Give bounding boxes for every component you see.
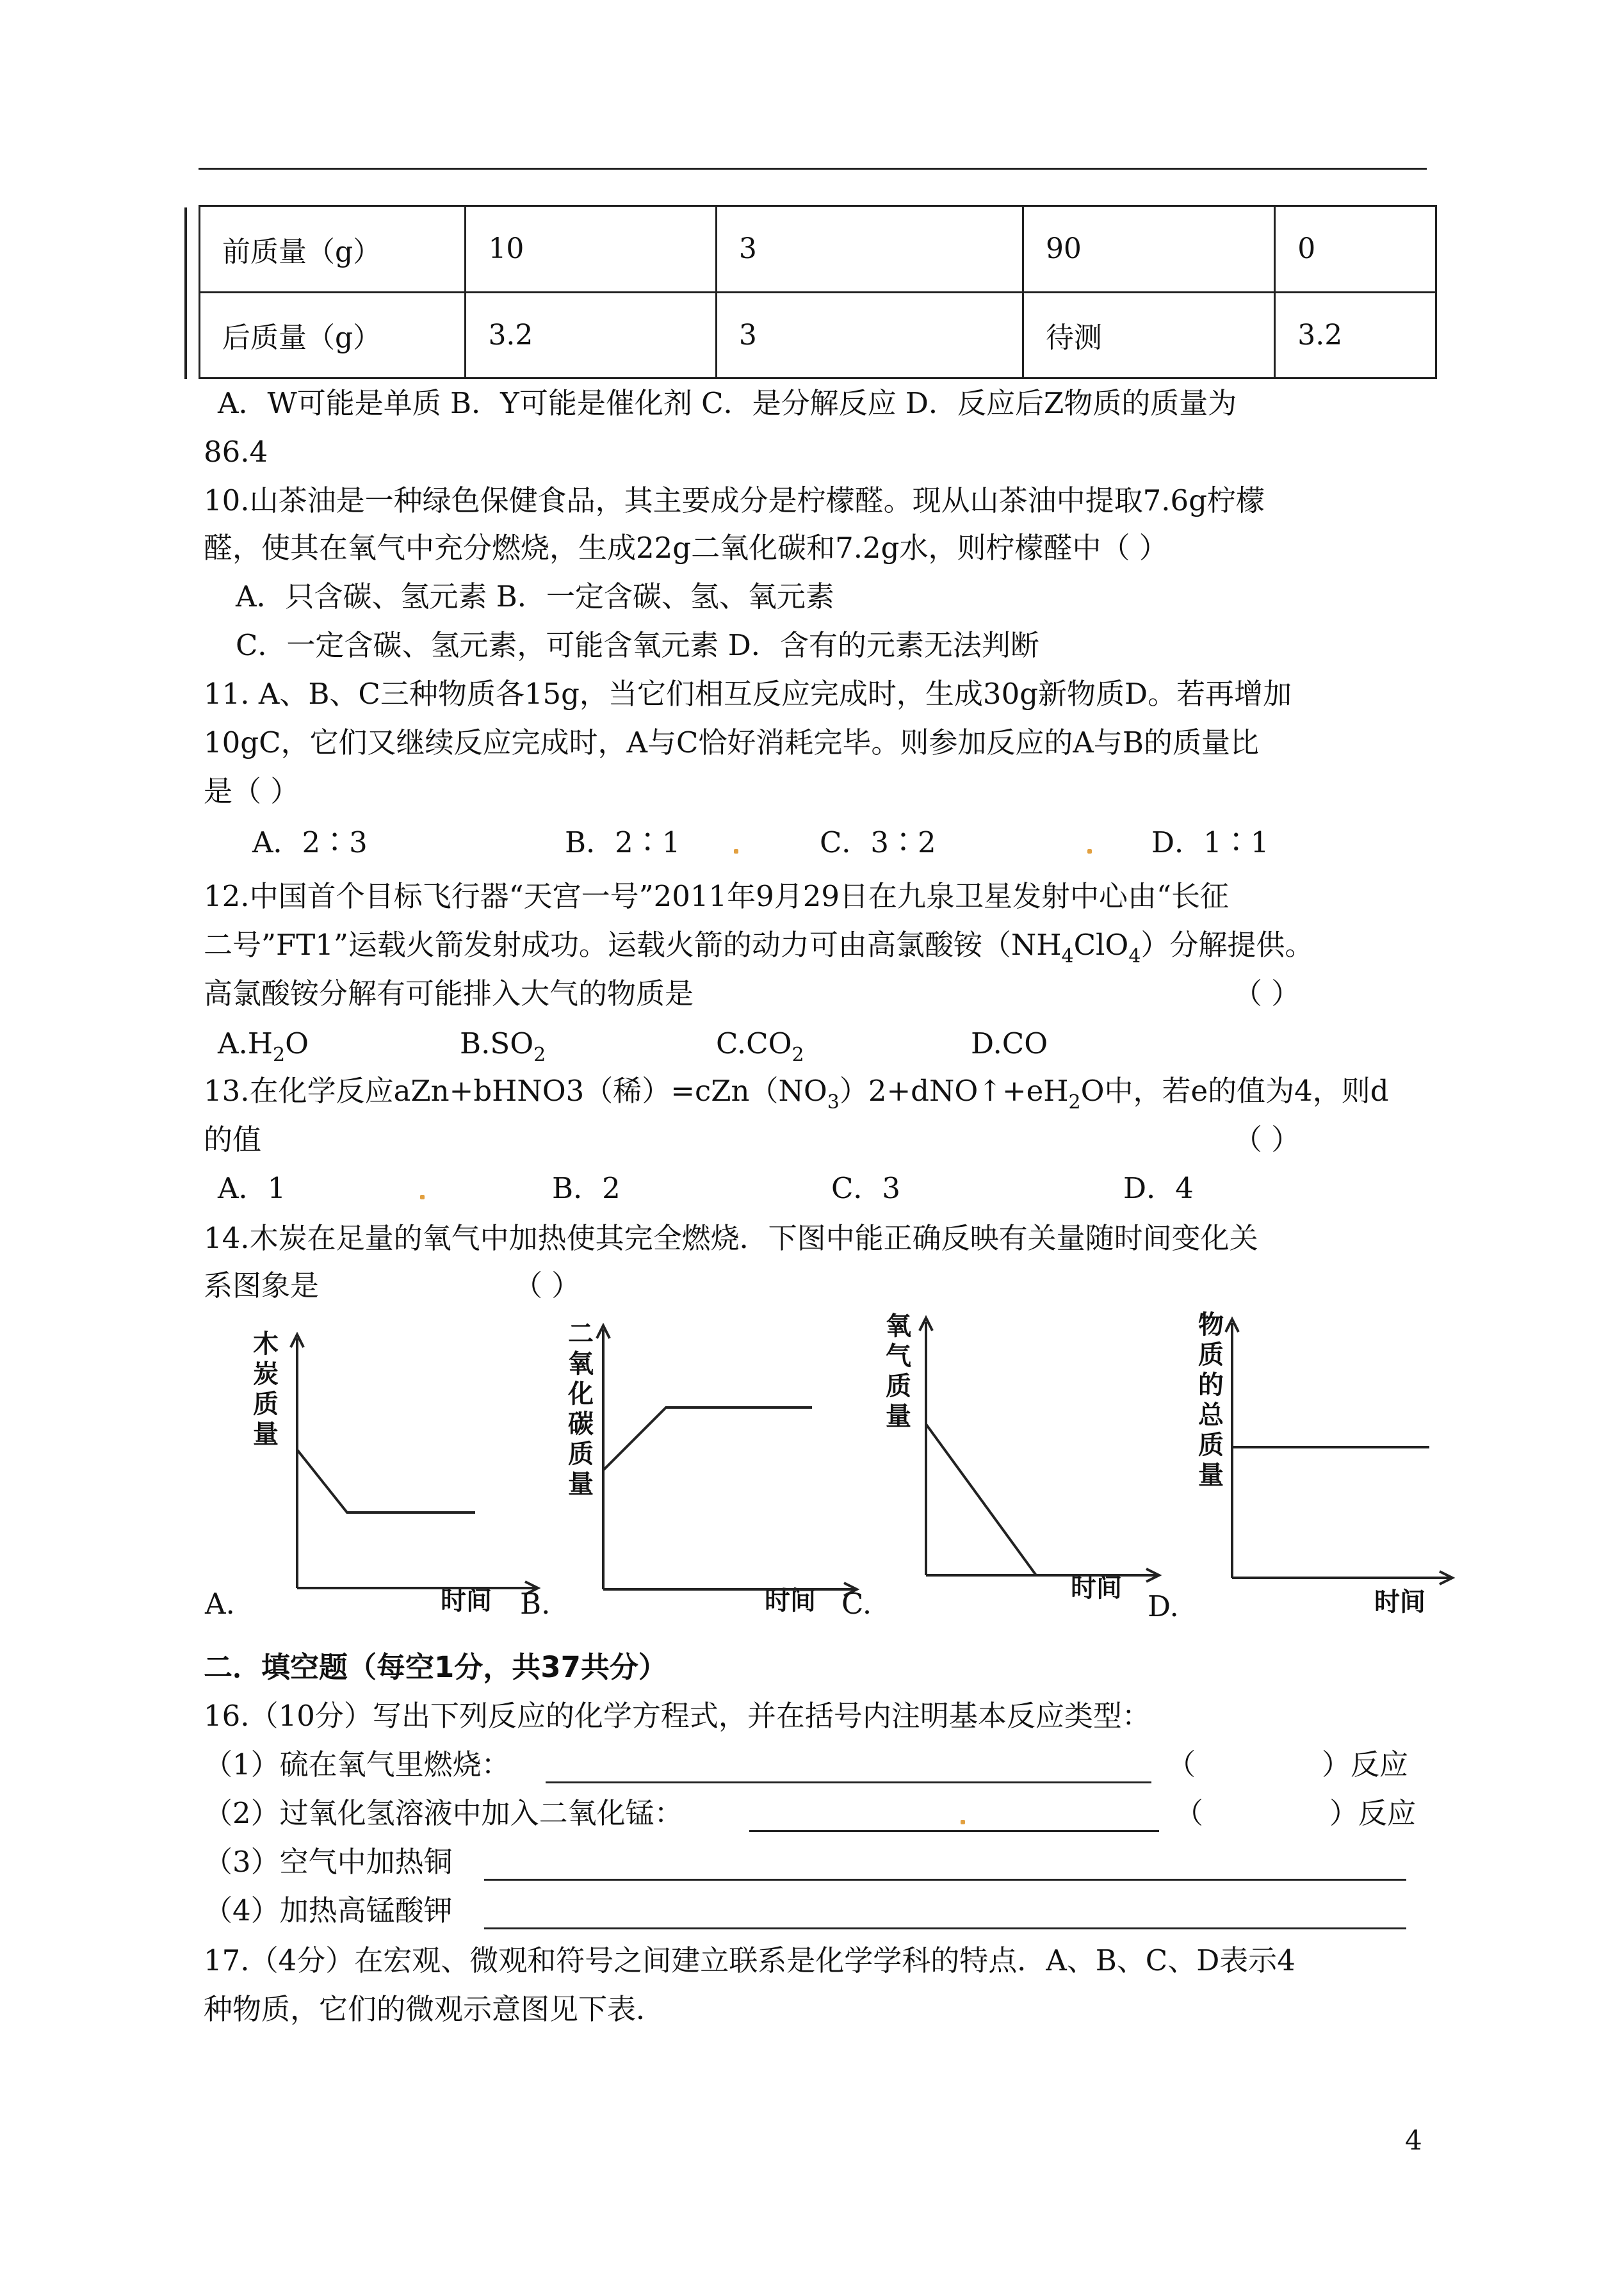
q11-option: D．1∶1 [1151,825,1269,859]
subscript: 3 [827,1091,840,1114]
q16-intro: 16.（10分）写出下列反应的化学方程式，并在括号内注明基本反应类型： [204,1699,1151,1733]
q14-text: 14.木炭在足量的氧气中加热使其完全燃烧．下图中能正确反映有关量随时间变化关 [204,1221,1258,1255]
q9-options-cont: 86.4 [204,435,268,469]
graph-y-label: 氧气质量 [886,1311,911,1431]
q11-option: A．2∶3 [252,825,368,859]
mass-table [184,205,1440,379]
graph-y-label: 木炭质量 [253,1329,279,1449]
q11-option: B．2∶1 [565,825,681,859]
q12-option-text: C.CO [716,1026,792,1060]
table-cell: 0 [1275,206,1436,293]
answer-paren-open: （ [1167,1748,1196,1781]
subscript: 2 [792,1044,804,1066]
q12-option-text: O [285,1026,309,1060]
subscript: 2 [533,1044,546,1066]
series-line [603,1407,812,1470]
q12-text [204,926,1313,976]
graph-option-label: C. [841,1587,872,1621]
table-cell: 3 [716,292,1023,378]
q16-item: （1）硫在氧气里燃烧： [204,1748,510,1781]
subscript: 4 [1061,945,1074,968]
subscript: 2 [1068,1091,1081,1114]
q14-text: 系图象是 [204,1269,320,1302]
table-cell: 后质量（g） [200,292,466,378]
graph-a [275,1332,544,1601]
q12-option [971,1025,1048,1063]
q13-text-part: 13.在化学反应aZn+bHNO3（稀）=cZn（NO [204,1074,827,1108]
series-line [297,1450,475,1512]
graph-c [909,1315,1165,1584]
series-line [926,1424,1036,1575]
q13-text-part: ）2+dNO↑+eH [839,1074,1069,1108]
table-cell: 待测 [1023,292,1274,378]
answer-blank[interactable] [749,1830,1159,1832]
q12-option-text: B.SO [460,1026,534,1060]
q13-text-part: O中，若e的值为4，则d [1080,1074,1389,1108]
q16-item: （2）过氧化氢溶液中加入二氧化锰： [204,1796,683,1830]
q11-text: 是（ ） [204,774,300,808]
answer-blank[interactable] [484,1879,1406,1881]
q10-text: 醛，使其在氧气中充分燃烧，生成22g二氧化碳和7.2g水，则柠檬醛中（ ） [204,531,1168,565]
graph-y-label: 物质的总质量 [1198,1310,1224,1490]
table-cell: 3.2 [466,292,716,378]
graph-option-label: D. [1148,1589,1179,1623]
q12-text: 12.中国首个目标飞行器“天宫一号”2011年9月29日在九泉卫星发射中心由“长征 [204,879,1229,913]
subscript: 4 [1128,945,1141,968]
graph-b [587,1323,862,1598]
graph-d [1215,1317,1459,1585]
section-title: 二．填空题（每空1分，共37共分） [204,1650,667,1684]
graph-option-label: B. [520,1587,551,1621]
graph-x-label: 时间 [765,1586,816,1616]
table-left-border [184,207,187,379]
q12-option-text: A.H [218,1026,273,1060]
answer-paren-close: ）反应 [1329,1796,1417,1830]
header-rule [199,168,1427,170]
subscript: 2 [273,1044,286,1066]
answer-paren: （ ） [1233,1123,1301,1156]
answer-blank[interactable] [484,1927,1406,1929]
q13-text [204,1072,1389,1122]
q10-option: C．一定含碳、氢元素，可能含氧元素 D．含有的元素无法判断 [236,628,1039,662]
q13-text: 的值 [204,1123,262,1156]
q12-option [218,1025,309,1075]
q17-text: 17.（4分）在宏观、微观和符号之间建立联系是化学学科的特点．A、B、C、D表示4 [204,1943,1295,1977]
q11-text: 10gC，它们又继续反应完成时，A与C恰好消耗完毕。则参加反应的A与B的质量比 [204,726,1259,759]
q12-text-part: ClO [1073,928,1129,962]
table-cell: 前质量（g） [200,206,466,293]
q12-option [716,1025,804,1075]
table-cell: 3 [716,206,1023,293]
graph-x-label: 时间 [441,1586,492,1616]
answer-paren-open: （ [1174,1796,1204,1830]
q12-option-text: D.CO [971,1026,1048,1060]
table-cell: 10 [466,206,716,293]
page-number: 4 [1405,2125,1422,2156]
q13-option: C．3 [831,1171,901,1205]
q13-option: B．2 [552,1171,621,1205]
answer-blank[interactable] [546,1781,1151,1783]
q9-options: A．W可能是单质 B．Y可能是催化剂 C．是分解反应 D．反应后Z物质的质量为 [218,386,1237,420]
table-cell: 90 [1023,206,1274,293]
q12-option [460,1025,546,1075]
answer-paren: （ ） [1233,977,1301,1010]
q12-text-part: 二号”FT1”运载火箭发射成功。运载火箭的动力可由高氯酸铵（NH [204,928,1062,962]
graph-y-label: 二氧化碳质量 [568,1319,594,1499]
table-cell: 3.2 [1275,292,1436,378]
q10-option: A．只含碳、氢元素 B．一定含碳、氢、氧元素 [236,580,834,613]
q10-text: 10.山茶油是一种绿色保健食品，其主要成分是柠檬醛。现从山茶油中提取7.6g柠檬 [204,483,1265,517]
q12-text-part: ）分解提供。 [1141,928,1314,962]
q13-option: D．4 [1123,1171,1194,1205]
table-row [200,206,1436,293]
table-row [200,292,1436,378]
answer-paren-close: ）反应 [1322,1748,1409,1781]
q17-text: 种物质，它们的微观示意图见下表． [204,1992,665,2026]
q11-text: 11. A、B、C三种物质各15g，当它们相互反应完成时，生成30g新物质D。若再增加 [204,677,1292,711]
mark-dot [734,849,738,854]
graph-x-label: 时间 [1071,1573,1122,1603]
answer-paren: （ ） [514,1269,581,1302]
graph-x-label: 时间 [1374,1587,1425,1617]
mark-dot [1087,849,1092,854]
q11-option: C．3∶2 [820,825,936,859]
q16-item: （3）空气中加热铜 [204,1845,453,1879]
mark-dot [420,1195,425,1199]
graph-option-label: A. [205,1587,235,1621]
q12-text: 高氯酸铵分解有可能排入大气的物质是 [204,977,694,1010]
q13-option: A．1 [218,1171,286,1205]
q16-item: （4）加热高锰酸钾 [204,1894,453,1927]
mark-dot [961,1820,965,1824]
